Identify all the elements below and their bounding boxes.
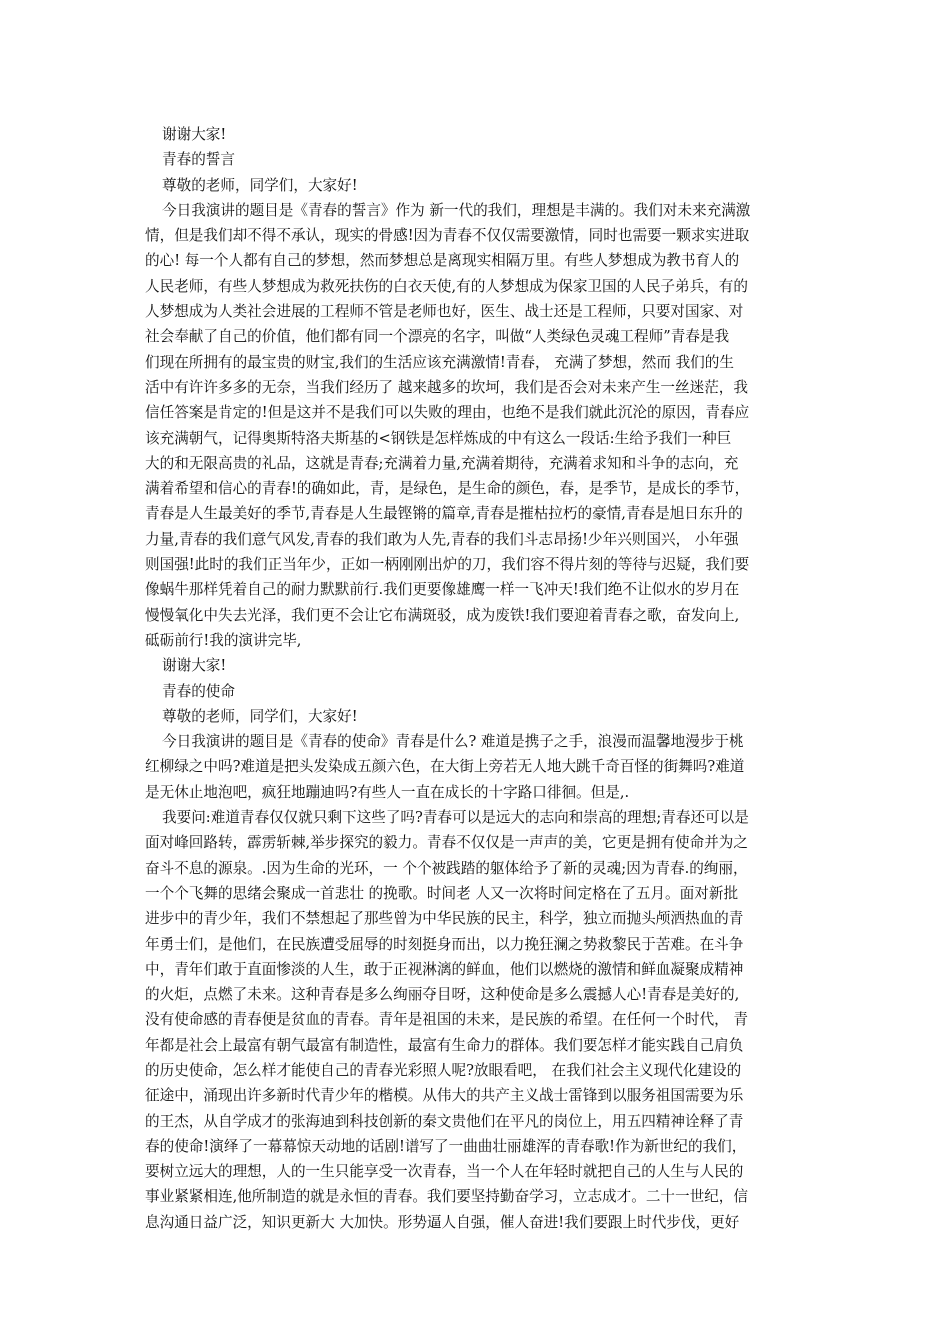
text-line: 活中有许许多多的无奈，当我们经历了 越来越多的坎坷，我们是否会对未来产生一丝迷茫，我 xyxy=(145,378,748,396)
text-line: 中，青年们敢于直面惨淡的人生，敢于正视淋漓的鲜血，他们以燃烧的激情和鲜血凝聚成精神 xyxy=(145,960,744,978)
text-line: 尊敬的老师，同学们，大家好! xyxy=(162,707,358,725)
text-line: 谢谢大家! xyxy=(162,126,227,143)
text-line: 息沟通日益广泛，知识更新大 大加快。形势逼人自强，催人奋进!我们要跟上时代步伐，更好 xyxy=(145,1213,740,1231)
text-line: 们现在所拥有的最宝贵的财宝,我们的生活应该充满激情!青春， 充满了梦想，然而 我们的生 xyxy=(145,353,734,371)
text-line: 的历史使命，怎么样才能使自己的青春光彩照人呢?放眼看吧， 在我们社会主义现代化建设的 xyxy=(145,1061,742,1079)
text-line: 事业紧紧相连,他所制造的就是永恒的青春。我们要坚持勤奋学习，立志成才。二十一世纪，信 xyxy=(145,1188,748,1206)
text-line: 一个个飞舞的思绪会聚成一首悲壮 的挽歌。时间老 人又一次将时间定格在了五月。面对新批 xyxy=(145,884,739,902)
text-line: 慢慢氧化中失去光泽，我们更不会让它布满斑驳，成为废铁!我们要迎着青春之歌，奋发向上, xyxy=(145,606,740,624)
text-line: 砥砺前行!我的演讲完毕, xyxy=(145,631,302,649)
text-line: 今日我演讲的题目是《青春的使命》青春是什么? 难道是携子之手，浪漫而温馨地漫步于桃 xyxy=(162,733,744,751)
text-line: 人民老师，有些人梦想成为救死扶伤的白衣天使,有的人梦想成为保家卫国的人民子弟兵，有的 xyxy=(145,277,748,295)
text-line: 像蜗牛那样凭着自己的耐力默默前行.我们更要像雄鹰一样一飞冲天!我们绝不让似水的岁月在 xyxy=(145,581,740,599)
text-line: 的心! 每一个人都有自己的梦想，然而梦想总是离现实相隔万里。有些人梦想成为教书育人的 xyxy=(145,252,740,270)
text-line: 年都是社会上最富有朝气最富有制造性，最富有生命力的群体。我们要怎样才能实践自己肩负 xyxy=(145,1036,744,1054)
text-line: 大的和无限高贵的礼品，这就是青春;充满着力量,充满着期待，充满着求知和斗争的志向，充 xyxy=(145,454,739,472)
text-line: 社会奉献了自己的价值，他们都有同一个漂亮的名字，叫做“人类绿色灵魂工程师”青春是我 xyxy=(145,328,730,346)
text-line: 没有使命感的青春便是贫血的青春。青年是祖国的未来，是民族的希望。在任何一个时代， 青 xyxy=(145,1011,748,1029)
text-line: 要树立远大的理想，人的一生只能享受一次青春，当一个人在年轻时就把自己的人生与人民的 xyxy=(145,1163,744,1181)
text-line: 红柳绿之中吗?难道是把头发染成五颜六色，在大街上旁若无人地大跳千奇百怪的街舞吗?难道 xyxy=(145,758,745,776)
text-line: 春的使命!演绎了一幕幕惊天动地的话剧!谱写了一曲曲壮丽雄浑的青春歌!作为新世纪的我们， xyxy=(145,1137,747,1155)
text-line: 人梦想成为人类社会进展的工程师不管是老师也好，医生、战士还是工程师，只要对国家、对 xyxy=(145,303,744,321)
text-line: 是无休止地泡吧，疯狂地蹦迪吗?有些人一直在成长的十字路口徘徊。但是,. xyxy=(145,783,630,801)
text-line: 面对峰回路转，霹雳斩棘,举步探究的毅力。青春不仅仅是一声声的美，它更是拥有使命并为之 xyxy=(145,834,748,852)
text-line: 今日我演讲的题目是《青春的誓言》作为 新一代的我们，理想是丰满的。我们对未来充满激 xyxy=(162,201,751,219)
text-line: 谢谢大家! xyxy=(162,657,227,675)
text-line: 年勇士们，是他们，在民族遭受屈辱的时刻挺身而出，以力挽狂澜之势救黎民于苦难。在斗争 xyxy=(145,935,744,953)
text-line: 则国强!此时的我们正当年少，正如一柄刚刚出炉的刀，我们容不得片刻的等待与迟疑，我们要 xyxy=(145,556,750,574)
text-line: 力量,青春的我们意气风发,青春的我们敢为人先,青春的我们斗志昂扬!少年兴则国兴， 小年强 xyxy=(145,530,739,548)
text-line: 青春是人生最美好的季节,青春是人生最铿锵的篇章,青春是摧枯拉朽的豪情,青春是旭日东升的 xyxy=(145,505,743,523)
text-line: 的王杰，从自学成才的张海迪到科技创新的秦文贵他们在平凡的岗位上，用五四精神诠释了青 xyxy=(145,1112,744,1130)
text-line: 青春的誓言 xyxy=(162,151,235,169)
document-body xyxy=(145,122,807,1235)
text-line: 青春的使命 xyxy=(162,682,235,700)
text-line: 情，但是我们却不得不承认，现实的骨感!因为青春不仅仅需要激情，同时也需要一颗求实进取 xyxy=(145,227,750,245)
text-line: 信任答案是肯定的!但是这并不是我们可以失败的理由，也绝不是我们就此沉沦的原因，青春应 xyxy=(145,404,750,422)
text-line: 的火炬，点燃了未来。这种青春是多么绚丽夺目呀，这种使命是多么震撼人心!青春是美好的, xyxy=(145,986,740,1004)
text-line: 尊敬的老师，同学们，大家好! xyxy=(162,176,358,194)
text-line: 奋斗不息的源泉。.因为生命的光环，一 个个被践踏的躯体给予了新的灵魂;因为青春.的绚丽， xyxy=(145,859,748,877)
text-line: 进步中的青少年，我们不禁想起了那些曾为中华民族的民主，科学，独立而抛头颅洒热血的青 xyxy=(145,910,744,928)
text-line: 我要问:难道青春仅仅就只剩下这些了吗?青春可以是远大的志向和崇高的理想;青春还可以是 xyxy=(162,809,749,827)
text-line: 满着希望和信心的青春!的确如此，青，是绿色，是生命的颜色，春，是季节，是成长的季节， xyxy=(145,480,750,498)
text-line: 该充满朝气，记得奥斯特洛夫斯基的<钢铁是怎样炼成的中有这么一段话:生给予我们一种巨 xyxy=(145,429,732,447)
text-line: 征途中，涌现出许多新时代青少年的楷模。从伟大的共产主义战士雷锋到以服务祖国需要为乐 xyxy=(145,1087,744,1105)
